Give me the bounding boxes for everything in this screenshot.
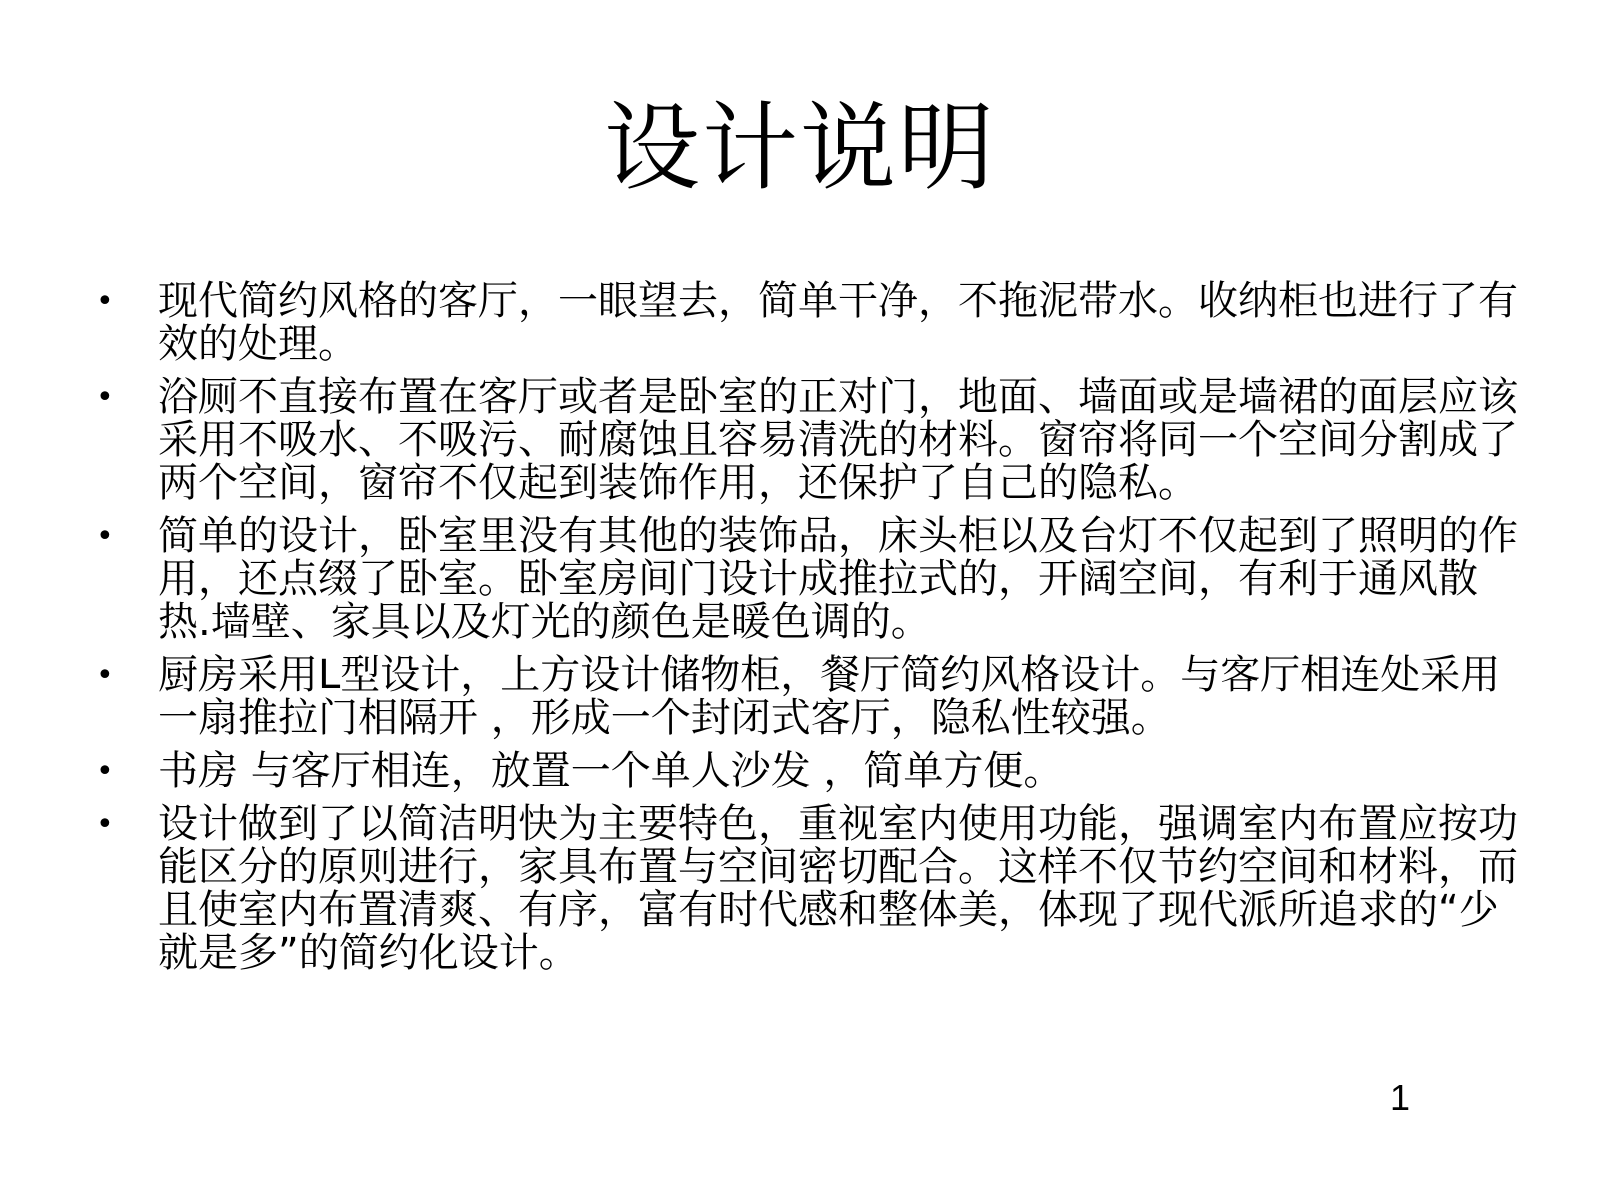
bullet-item <box>96 515 1526 644</box>
bullet-item <box>96 803 1526 975</box>
bullet-dot-icon: • <box>96 807 114 842</box>
bullet-item <box>96 376 1526 505</box>
bullet-item <box>96 280 1526 366</box>
page-number: 1 <box>1389 1077 1410 1118</box>
bullet-dot-icon: • <box>96 380 114 415</box>
bullet-item <box>96 654 1526 740</box>
bullet-dot-icon: • <box>96 658 114 693</box>
bullet-item <box>96 750 1526 793</box>
bullet-text: 厨房采用L型设计，上方设计储物柜，餐厅简约风格设计。与客厅相连处采用一扇推拉门相隔开 ，形成一个封闭式客厅，隐私性较强。 <box>158 652 1501 741</box>
slide-title: 设计说明 <box>604 92 996 204</box>
bullet-text: 设计做到了以简洁明快为主要特色，重视室内使用功能，强调室内布置应按功能区分的原则进行，家具布置与空间密切配合。这样不仅节约空间和材料，而且使室内布置清爽、有序，富有时代感和整体美，体现了现代派所追求的“少就是多”的简约化设计。 <box>158 801 1518 976</box>
bullet-text: 书房 与客厅相连，放置一个单人沙发 ，简单方便。 <box>158 748 1064 794</box>
bullet-dot-icon: • <box>96 754 114 789</box>
bullet-text: 浴厕不直接布置在客厅或者是卧室的正对门，地面、墙面或是墙裙的面层应该采用不吸水、不吸污、耐腐蚀且容易清洗的材料。窗帘将同一个空间分割成了两个空间，窗帘不仅起到装饰作用，还保护了自己的隐私。 <box>158 374 1518 506</box>
bullet-text: 现代简约风格的客厅，一眼望去，简单干净，不拖泥带水。收纳柜也进行了有效的处理。 <box>158 278 1518 367</box>
bullet-text: 简单的设计，卧室里没有其他的装饰品，床头柜以及台灯不仅起到了照明的作用，还点缀了卧室。卧室房间门设计成推拉式的，开阔空间，有利于通风散热.墙壁、家具以及灯光的颜色是暖色调的。 <box>158 513 1518 645</box>
bullet-dot-icon: • <box>96 284 114 319</box>
bullet-list <box>96 280 1526 985</box>
bullet-dot-icon: • <box>96 519 114 554</box>
